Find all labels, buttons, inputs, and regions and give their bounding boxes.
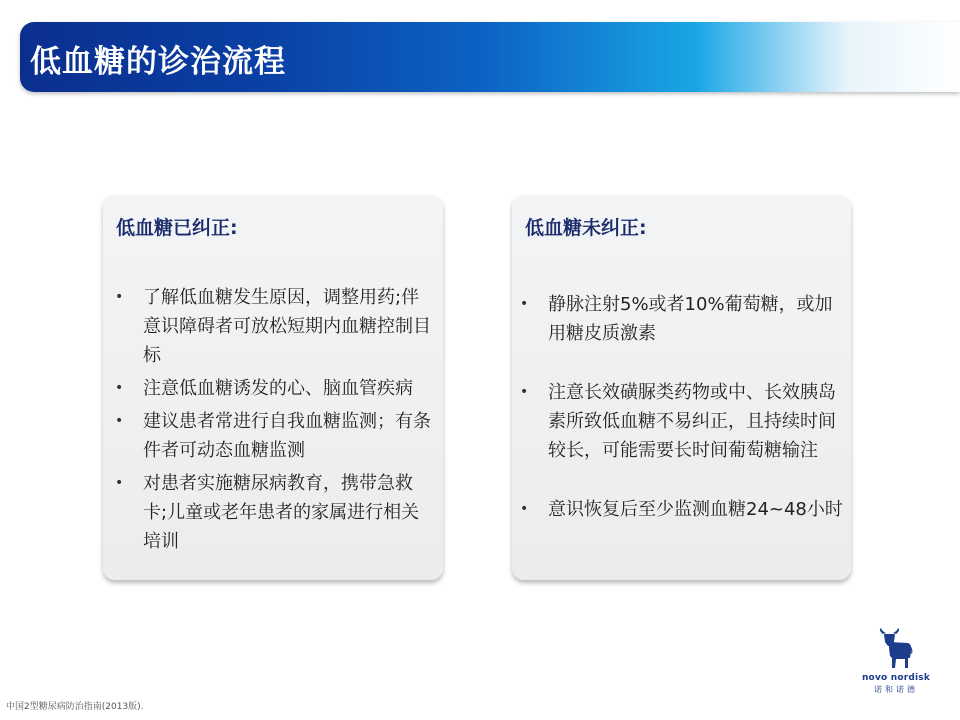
uncorrected-card: [512, 195, 851, 580]
bullet-item: [520, 378, 844, 465]
corrected-bullet-list: [115, 283, 435, 560]
corrected-heading: 低血糖已纠正:: [116, 217, 238, 239]
bullet-text: 注意低血糖诱发的心、脑血管疾病: [143, 378, 413, 399]
logo-name: novo nordisk: [861, 673, 931, 683]
uncorrected-heading: 低血糖未纠正:: [525, 217, 647, 239]
bullet-text: 意识恢复后至少监测血糖24~48小时: [548, 499, 843, 520]
bullet-item: [115, 469, 435, 556]
logo-chinese-name: 诺和诺德: [874, 685, 918, 694]
uncorrected-bullet-list: [520, 290, 844, 554]
bullet-text: 建议患者常进行自我血糖监测；有条件者可动态血糖监测: [143, 411, 431, 461]
bullet-item: [115, 283, 435, 370]
bullet-item: [520, 495, 844, 524]
bullet-dot: •: [115, 475, 124, 491]
bullet-dot: •: [520, 384, 529, 400]
bull-logo-icon: [874, 628, 914, 672]
bullet-text: 了解低血糖发生原因，调整用药;伴意识障碍者可放松短期内血糖控制目标: [143, 287, 431, 366]
bullet-text: 静脉注射5%或者10%葡萄糖，或加用糖皮质激素: [548, 294, 833, 344]
slide-title: 低血糖的诊治流程: [30, 44, 286, 80]
bullet-text: 注意长效磺脲类药物或中、长效胰岛素所致低血糖不易纠正，且持续时间较长，可能需要长时间葡萄糖输注: [548, 382, 836, 461]
bullet-dot: •: [115, 413, 124, 429]
bullet-dot: •: [520, 501, 529, 517]
footnote-reference: 中国2型糖尿病防治指南(2013版).: [6, 702, 144, 712]
bullet-dot: •: [115, 380, 124, 396]
bullet-item: [115, 374, 435, 403]
title-bar: [20, 22, 960, 92]
bullet-dot: •: [520, 296, 529, 312]
bullet-item: [520, 290, 844, 348]
company-logo: [848, 628, 940, 694]
corrected-card: [103, 195, 443, 580]
bullet-item: [115, 407, 435, 465]
bullet-dot: •: [115, 289, 124, 305]
bullet-text: 对患者实施糖尿病教育，携带急救卡;儿童或老年患者的家属进行相关培训: [143, 473, 420, 552]
